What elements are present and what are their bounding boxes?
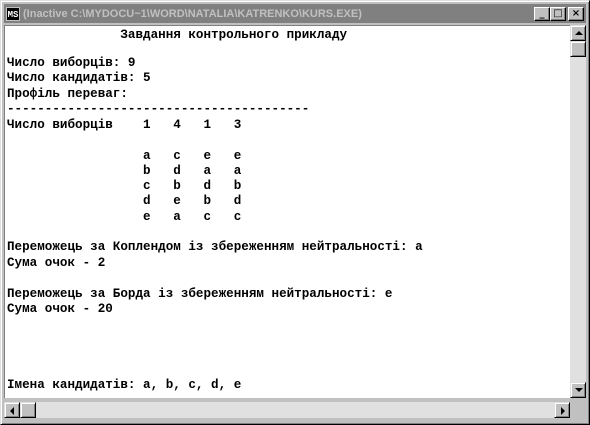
console-line: Сума очок - 20 — [7, 302, 113, 316]
console-line: Сума очок - 2 — [7, 256, 106, 270]
console-line: e a c c — [7, 210, 242, 224]
console-line: a c e e — [7, 149, 242, 163]
console-line: c b d b — [7, 179, 242, 193]
console-line: Завдання контрольного прикладу — [7, 28, 348, 42]
console-line: ---------------------------------------- — [7, 102, 310, 116]
console-line: Число кандидатів: 5 — [7, 71, 151, 85]
console-line: Переможець за Коплендом із збереженням нейтральності: a — [7, 240, 423, 254]
scrollbar-corner — [570, 402, 586, 418]
scroll-left-button[interactable] — [4, 402, 20, 418]
scroll-down-button[interactable] — [570, 382, 586, 398]
scroll-up-button[interactable] — [570, 25, 586, 41]
arrow-left-icon — [10, 407, 14, 415]
vertical-scrollbar[interactable] — [570, 25, 586, 398]
maximize-button[interactable]: □ — [550, 7, 566, 21]
console-line: Імена кандидатів: a, b, c, d, e — [7, 378, 242, 392]
minimize-button[interactable]: _ — [534, 7, 550, 21]
horizontal-scroll-thumb[interactable] — [20, 402, 36, 418]
close-button[interactable]: × — [568, 7, 584, 21]
title-bar[interactable] — [4, 4, 586, 23]
horizontal-scrollbar[interactable] — [4, 402, 570, 418]
scroll-right-button[interactable] — [554, 402, 570, 418]
window-title: (Inactive C:\MYDOCU~1\WORD\NATALIA\KATRENKO\KURS.EXE) — [23, 7, 362, 20]
vertical-scroll-thumb[interactable] — [570, 41, 586, 57]
msdos-icon[interactable]: MS — [6, 7, 20, 21]
console-line: Переможець за Борда із збереженням нейтральності: e — [7, 287, 393, 301]
console-output[interactable] — [4, 25, 570, 398]
console-line: Число виборців 1 4 1 3 — [7, 118, 242, 132]
console-line: Профіль переваг: — [7, 87, 128, 101]
console-line: d e b d — [7, 194, 242, 208]
arrow-up-icon — [575, 31, 583, 35]
arrow-right-icon — [561, 407, 565, 415]
console-line: Число виборців: 9 — [7, 56, 136, 70]
arrow-down-icon — [575, 388, 583, 392]
console-line: b d a a — [7, 164, 242, 178]
